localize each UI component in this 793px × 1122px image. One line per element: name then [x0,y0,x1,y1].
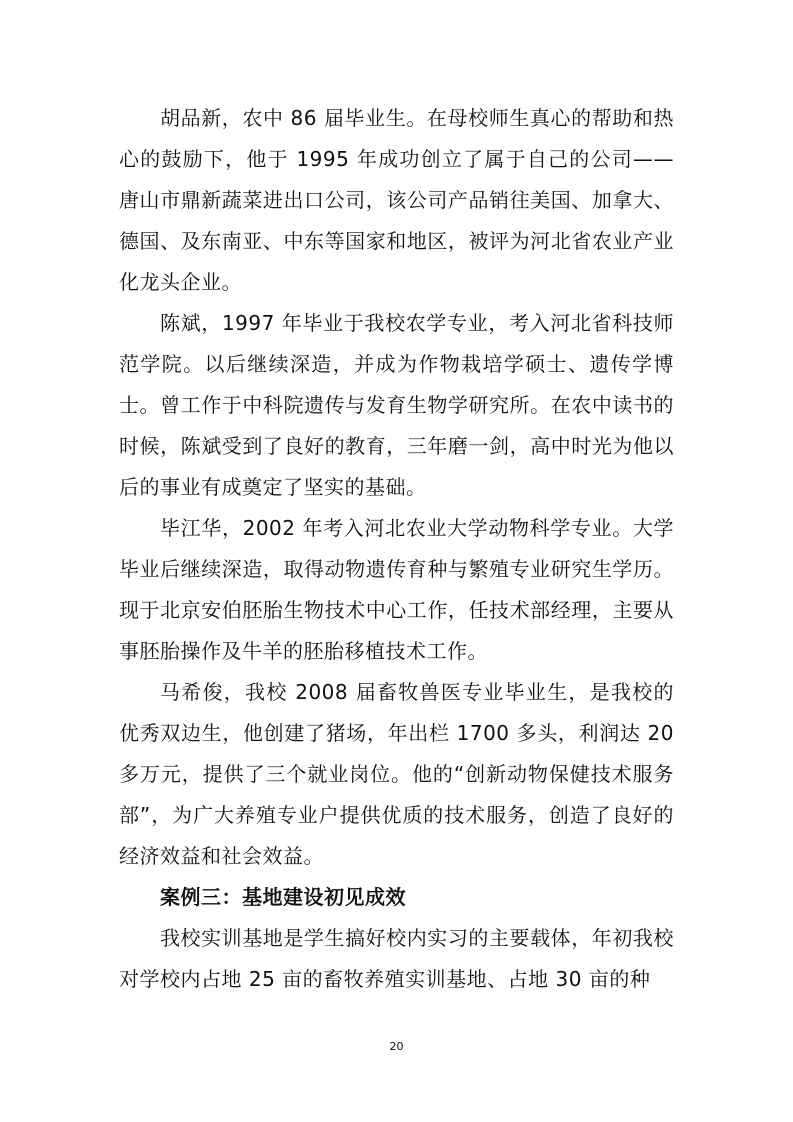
document-body [119,98,674,1000]
paragraph-ma-xijun: 马希俊，我校 2008 届畜牧兽医专业毕业生，是我校的优秀双边生，他创建了猪场，年出栏 1700 多头，利润达 20多万元，提供了三个就业岗位。他的“创新动物保健技术服务部”，为广大养殖专业户提供优质的技术服务，创造了良好的经济效益和社会效益。 [119,680,674,868]
section-heading: 案例三：基地建设初见成效 [160,885,406,909]
paragraph-hu-pinxin: 胡品新，农中 86 届毕业生。在母校师生真心的帮助和热心的鼓励下，他于 1995 年成功创立了属于自己的公司——唐山市鼎新蔬菜进出口公司，该公司产品销往美国、加拿大、德国、及东南亚、中东等国家和地区，被评为河北省农业产业化龙头企业。 [119,106,674,294]
page-number: 20 [389,1040,404,1053]
paragraph-training-base: 我校实训基地是学生搞好校内实习的主要载体，年初我校对学校内占地 25 亩的畜牧养殖实训基地、占地 30 亩的种 [119,926,674,991]
paragraph-bi-jianghua: 毕江华，2002 年考入河北农业大学动物科学专业。大学毕业后继续深造，取得动物遗传育种与繁殖专业研究生学历。现于北京安伯胚胎生物技术中心工作，任技术部经理，主要从事胚胎操作及牛羊的胚胎移植技术工作。 [119,516,674,663]
paragraph-chen-bin: 陈斌，1997 年毕业于我校农学专业，考入河北省科技师范学院。以后继续深造，并成为作物栽培学硕士、遗传学博士。曾工作于中科院遗传与发育生物学研究所。在农中读书的时候，陈斌受到了良好的教育，三年磨一剑，高中时光为他以后的事业有成奠定了坚实的基础。 [119,311,674,499]
